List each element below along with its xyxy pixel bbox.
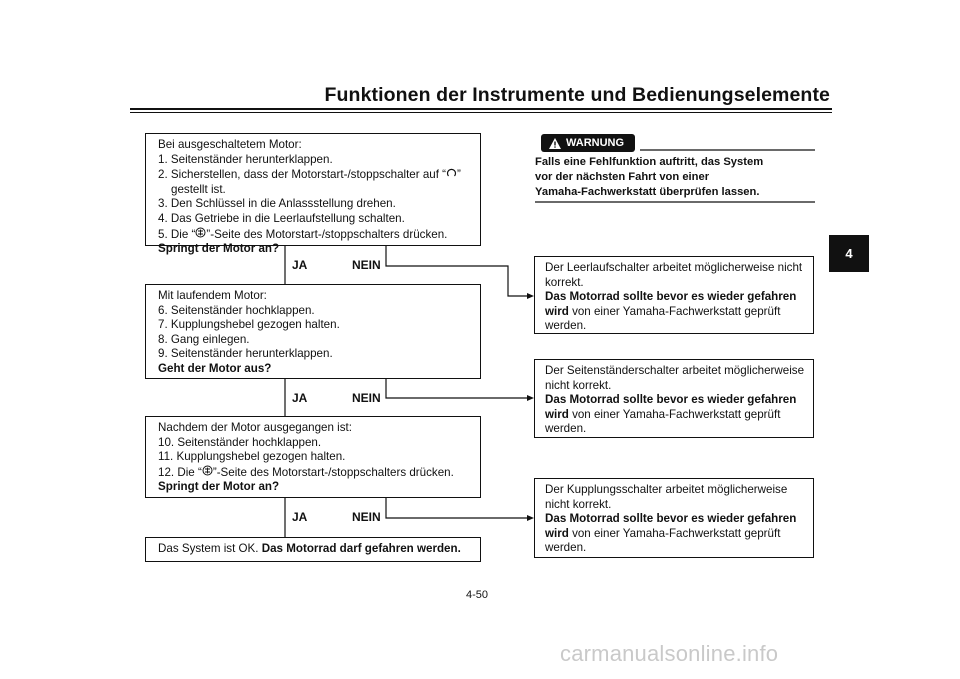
box2-line: 8. Gang einlegen. xyxy=(158,332,250,346)
result2-bold: wird xyxy=(545,407,569,421)
box1-line: gestellt ist. xyxy=(171,182,226,196)
watermark: carmanualsonline.info xyxy=(560,641,779,666)
result-box-sidestand-switch xyxy=(534,359,814,438)
result3-line: nicht korrekt. xyxy=(545,497,612,511)
box3-line: Nachdem der Motor ausgegangen ist: xyxy=(158,421,352,434)
box2-line: 7. Kupplungshebel gezogen halten. xyxy=(158,318,340,332)
box2-line: Mit laufendem Motor: xyxy=(158,289,267,302)
result3-line: Der Kupplungsschalter arbeitet möglicherweise xyxy=(545,483,788,496)
final-ok-box xyxy=(145,537,481,562)
page-title: Funktionen der Instrumente und Bedienungselemente xyxy=(324,84,830,106)
result3-tail: von einer Yamaha-Fachwerkstatt geprüft xyxy=(568,526,781,540)
result1-line: korrekt. xyxy=(545,275,584,289)
result-box-clutch-switch xyxy=(534,478,814,558)
connector-no-3 xyxy=(386,498,530,518)
page-number: 4-50 xyxy=(466,589,489,601)
yes-label: JA xyxy=(292,391,308,405)
result1-tail: von einer Yamaha-Fachwerkstatt geprüft xyxy=(568,304,781,318)
arrowhead-no-1 xyxy=(527,293,534,299)
step-box-3 xyxy=(145,416,481,498)
result2-tail: von einer Yamaha-Fachwerkstatt geprüft xyxy=(568,407,781,421)
box2-line: 9. Seitenständer herunterklappen. xyxy=(158,347,333,361)
run-switch-icon xyxy=(446,167,457,183)
warning-triangle-icon xyxy=(549,138,561,149)
warning-line: vor der nächsten Fahrt von einer xyxy=(535,171,710,183)
chapter-tab: 4 xyxy=(829,235,869,272)
box1-line: 5. Die “ xyxy=(158,227,196,241)
box1-line: 3. Den Schlüssel in die Anlassstellung drehen. xyxy=(158,197,396,211)
step-box-2 xyxy=(145,284,481,379)
final-ok-bold: Das Motorrad darf gefahren werden. xyxy=(261,542,461,555)
box2-question: Geht der Motor aus? xyxy=(158,361,272,375)
start-switch-icon xyxy=(195,227,206,243)
result3-tail: werden. xyxy=(545,541,587,555)
warning-line: Yamaha-Fachwerkstatt überprüfen lassen. xyxy=(535,186,760,198)
result2-line: Der Seitenständerschalter arbeitet möglicherweise xyxy=(545,364,805,377)
result3-bold: wird xyxy=(545,526,569,540)
box3-line: ”-Seite des Motorstart-/stoppschalters drücken. xyxy=(212,465,454,479)
arrowhead-no-2 xyxy=(527,395,534,401)
result2-tail: werden. xyxy=(545,422,587,436)
warning-text xyxy=(535,155,815,200)
box1-line: ” xyxy=(457,168,461,182)
box1-line: 4. Das Getriebe in die Leerlaufstellung schalten. xyxy=(158,211,405,225)
box1-line: ”-Seite des Motorstart-/stoppschalters drücken. xyxy=(206,227,448,241)
box3-line: 10. Seitenständer hochklappen. xyxy=(158,435,322,449)
result-box-neutral-switch xyxy=(534,256,814,334)
result1-tail: werden. xyxy=(545,319,587,333)
result1-bold: wird xyxy=(545,304,569,318)
box3-line: 11. Kupplungshebel gezogen halten. xyxy=(158,450,346,464)
yes-label: JA xyxy=(292,510,308,524)
result1-bold: Das Motorrad sollte bevor es wieder gefahren xyxy=(545,290,797,304)
warning-badge-label: WARNUNG xyxy=(566,137,625,149)
box3-line: 12. Die “ xyxy=(158,465,202,479)
no-label: NEIN xyxy=(352,391,381,405)
box1-line: 1. Seitenständer herunterklappen. xyxy=(158,152,333,166)
final-ok-text: Das System ist OK. xyxy=(158,542,262,555)
box1-line: Bei ausgeschaltetem Motor: xyxy=(158,138,302,151)
start-switch-icon xyxy=(202,465,213,481)
result2-line: nicht korrekt. xyxy=(545,378,612,392)
box1-question: Springt der Motor an? xyxy=(158,242,280,256)
result1-line: Der Leerlaufschalter arbeitet möglicherweise nicht xyxy=(545,261,803,274)
result3-bold: Das Motorrad sollte bevor es wieder gefahren xyxy=(545,512,797,526)
warning-line: Falls eine Fehlfunktion auftritt, das System xyxy=(535,156,764,168)
box2-line: 6. Seitenständer hochklappen. xyxy=(158,303,315,317)
box1-line: 2. Sicherstellen, dass der Motorstart-/stoppschalter auf “ xyxy=(158,168,447,182)
no-label: NEIN xyxy=(352,258,381,272)
yes-label: JA xyxy=(292,258,308,272)
result2-bold: Das Motorrad sollte bevor es wieder gefahren xyxy=(545,393,797,407)
no-label: NEIN xyxy=(352,510,381,524)
box3-question: Springt der Motor an? xyxy=(158,480,280,494)
arrowhead-no-3 xyxy=(527,515,534,521)
step-box-1 xyxy=(145,133,481,256)
connector-no-2 xyxy=(386,379,530,398)
warning-badge xyxy=(541,134,635,152)
